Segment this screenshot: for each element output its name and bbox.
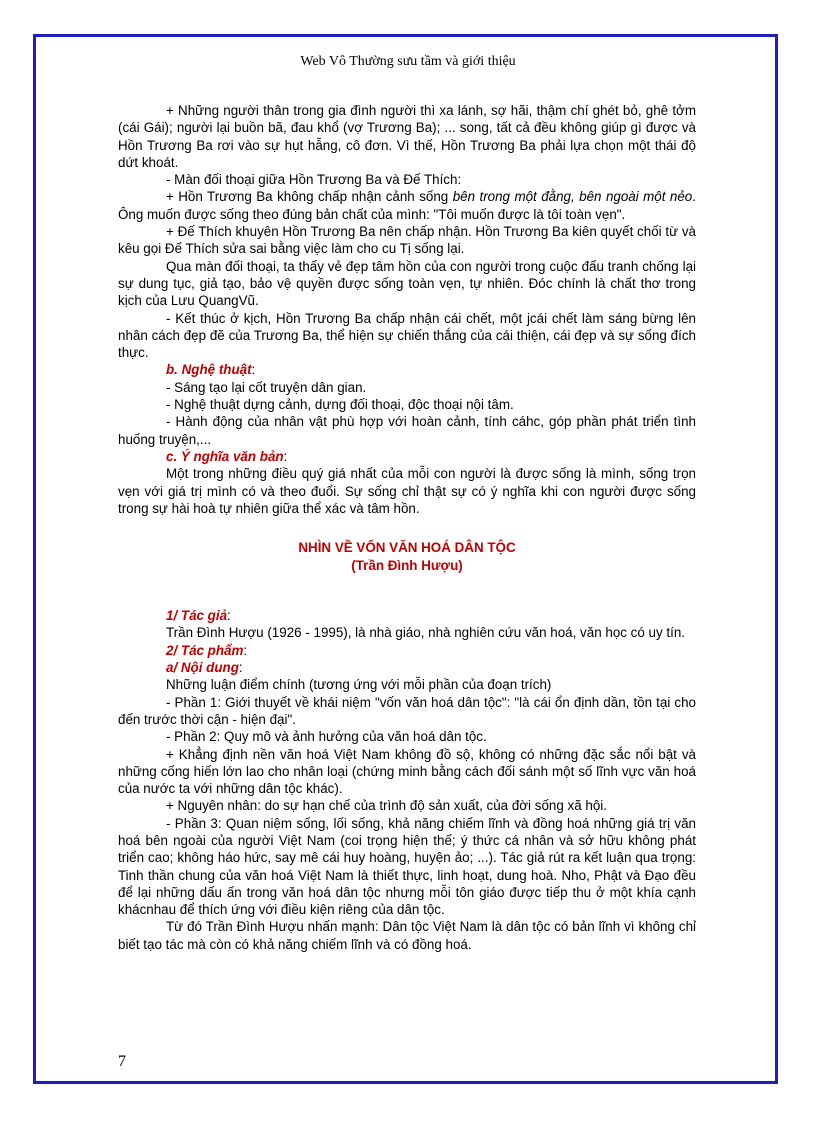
paragraph: Những luận điểm chính (tương ứng với mỗi phần của đoạn trích) bbox=[166, 677, 552, 693]
page-header: Web Vô Thường sưu tầm và giới thiệu bbox=[300, 54, 516, 69]
paragraph: - Màn đối thoại giữa Hồn Trương Ba và Đế Thích: bbox=[166, 172, 462, 188]
title-line: NHÌN VỀ VỐN VĂN HOÁ DÂN TỘC bbox=[298, 540, 516, 556]
paragraph: Trần Đình Hượu (1926 - 1995), là nhà giáo, nhà nghiên cứu văn hoá, văn học có uy tín. bbox=[166, 625, 686, 641]
page-number: 7 bbox=[118, 1053, 126, 1070]
paragraph: Từ đó Trần Đình Hượu nhấn mạnh: Dân tộc Việt Nam là dân tộc có bản lĩnh vì không chỉ biết tạo tác mà còn có khả năng chiếm lĩnh và có đồng hoá. bbox=[118, 919, 696, 952]
paragraph: - Phần 1: Giới thuyết về khái niệm "vốn văn hoá dân tộc": "là cái ổn định dần, tồn tại cho đến trước thời cận - hiện đại". bbox=[118, 694, 696, 727]
subheading-content: a/ Nội dung: bbox=[166, 660, 243, 676]
paragraph: Qua màn đối thoại, ta thấy vẻ đẹp tâm hồn của con người trong cuộc đấu tranh chống lại sự dung tục, giả tạo, bảo vệ quyền được sống toàn vẹn, tự nhiên. Đóc chính là chất thơ trong kịch của Lưu QuangVũ. bbox=[118, 258, 696, 309]
subheading-meaning: c. Ý nghĩa văn bản: bbox=[166, 448, 288, 464]
title-author: (Trần Đình Hượu) bbox=[351, 557, 463, 573]
paragraph: + Hồn Trương Ba không chấp nhận cảnh sống bên trong một đằng, bên ngoài một nẻo. Ông muốn được sống theo đúng bản chất của mình: "Tôi muốn được là tôi toàn vẹn". bbox=[118, 189, 696, 222]
paragraph: - Kết thúc ở kịch, Hồn Trương Ba chấp nhận cái chết, một jcái chết làm sáng bừng lên nhân cách đẹp đẽ của Trương Ba, thể hiện sự chiến thắng của cái thiện, cái đẹp và sự sống đích thực. bbox=[118, 310, 696, 361]
subheading-author: 1/ Tác giả: bbox=[166, 608, 231, 624]
paragraph: + Nguyên nhân: do sự hạn chế của trình độ sản xuất, của đời sống xã hội. bbox=[166, 798, 607, 814]
paragraph: - Sáng tạo lại cốt truyện dân gian. bbox=[166, 379, 367, 395]
paragraph: + Những người thân trong gia đình người thì xa lánh, sợ hãi, thậm chí ghét bỏ, ghê tởm (cái Gái); người lại buồn bã, đau khổ (vợ Trương Ba); ... song, tất cả đều không giúp gì được và Hồn Trương Ba rơi vào sự hụt hẫng, cô đơn. Vì thế, Hồn Trương Ba phải lựa chọn một thái độ dứt khoát. bbox=[118, 103, 696, 170]
subheading-art: b. Nghệ thuật: bbox=[166, 362, 256, 378]
paragraph: Một trong những điều quý giá nhất của mỗi con người là được sống là mình, sống trọn vẹn với giá trị mình có và theo đuổi. Sự sống chỉ thật sự có ý nghĩa khi con người được sống trong sự hài hoà tự nhiên giữa thể xác và tâm hồn. bbox=[118, 466, 696, 516]
subheading-work: 2/ Tác phẩm: bbox=[166, 642, 248, 658]
paragraph: - Nghệ thuật dựng cảnh, dựng đối thoại, độc thoại nội tâm. bbox=[166, 397, 514, 413]
paragraph: - Phần 2: Quy mô và ảnh hưởng của văn hoá dân tộc. bbox=[166, 729, 487, 745]
section-title bbox=[118, 539, 696, 574]
document-body bbox=[118, 102, 696, 953]
paragraph: - Phần 3: Quan niệm sống, lối sống, khả năng chiếm lĩnh và đồng hoá những giá trị văn hoá bên ngoài của người Việt Nam (coi trọng hiện thế; ý thức cá nhân và sở hữu không phát triển cao; không háo hức, say mê cái huy hoàng, huyện ảo; ...). Tác giả rút ra kết luận qua trọng: Tinh thần chung của văn hoá Việt Nam là thiết thực, linh hoạt, dung hoà. Nho, Phật và Đạo đều để lại những dấu ấn trong văn hoá dân tộc nhưng mỗi tôn giáo được tiếp thu ở một khía cạnh khácnhau để thích ứng với điều kiện riêng của dân tộc. bbox=[118, 815, 696, 918]
paragraph: + Khẳng định nền văn hoá Việt Nam không đồ sộ, không có những đặc sắc nổi bật và những cống hiến lớn lao cho nhân loại (chứng minh bằng cách đối sánh một số lĩnh vực văn hoá của nước ta với những dân tộc khác). bbox=[118, 746, 696, 797]
paragraph: - Hành động của nhân vật phù hợp với hoàn cảnh, tính cáhc, góp phần phát triển tình huống truyện,... bbox=[118, 414, 696, 447]
paragraph: + Đế Thích khuyên Hồn Trương Ba nên chấp nhận. Hồn Trương Ba kiên quyết chối từ và kêu gọi Đế Thích sửa sai bằng việc làm cho cu Tị sống lại. bbox=[118, 224, 696, 257]
emphasis: bên trong một đằng, bên ngoài một nẻo bbox=[452, 189, 693, 205]
